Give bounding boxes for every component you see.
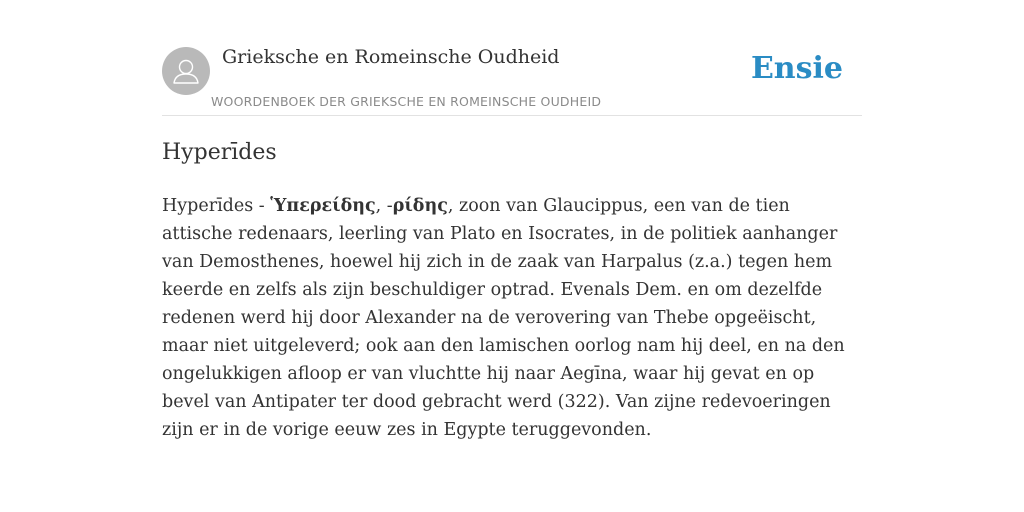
header-divider xyxy=(162,115,862,116)
entry-title: Hyperīdes xyxy=(162,140,277,165)
greek-separator: , - xyxy=(375,196,393,216)
article-page xyxy=(162,0,862,512)
ensie-logo-link[interactable]: Ensie xyxy=(750,51,843,86)
user-icon xyxy=(162,47,210,95)
greek-variant: ρίδης xyxy=(392,196,448,216)
definition-text: , zoon van Glaucippus, een van de tien attische redenaars, leerling van Plato en Isocrates, in de politiek aanhanger van Demosthenes, hoewel hij zich in de zaak van Harpalus (z.a.) tegen hem keerde en zelfs als zijn beschuldiger optrad. Evenals Dem. en om dezelfde redenen werd hij door Alexander na de verovering van Thebe opgeëischt, maar niet uitgeleverd; ook aan den lamischen oorlog nam hij deel, en na den ongelukkigen afloop er van vluchtte hij naar Aegīna, waar hij gevat en op bevel van Antipater ter dood gebracht werd (322). Van zijne redevoeringen zijn er in de vorige eeuw zes in Egypte teruggevonden. xyxy=(162,196,845,440)
term-separator: - xyxy=(253,196,271,216)
author-avatar[interactable] xyxy=(162,47,210,95)
greek-name: Ὑπερείδης xyxy=(270,196,376,216)
dictionary-subtitle: WOORDENBOEK DER GRIEKSCHE EN ROMEINSCHE OUDHEID xyxy=(211,94,602,109)
entry-definition xyxy=(162,192,862,444)
entry-term: Hyperīdes xyxy=(162,196,254,216)
dictionary-title[interactable]: Grieksche en Romeinsche Oudheid xyxy=(222,46,560,68)
